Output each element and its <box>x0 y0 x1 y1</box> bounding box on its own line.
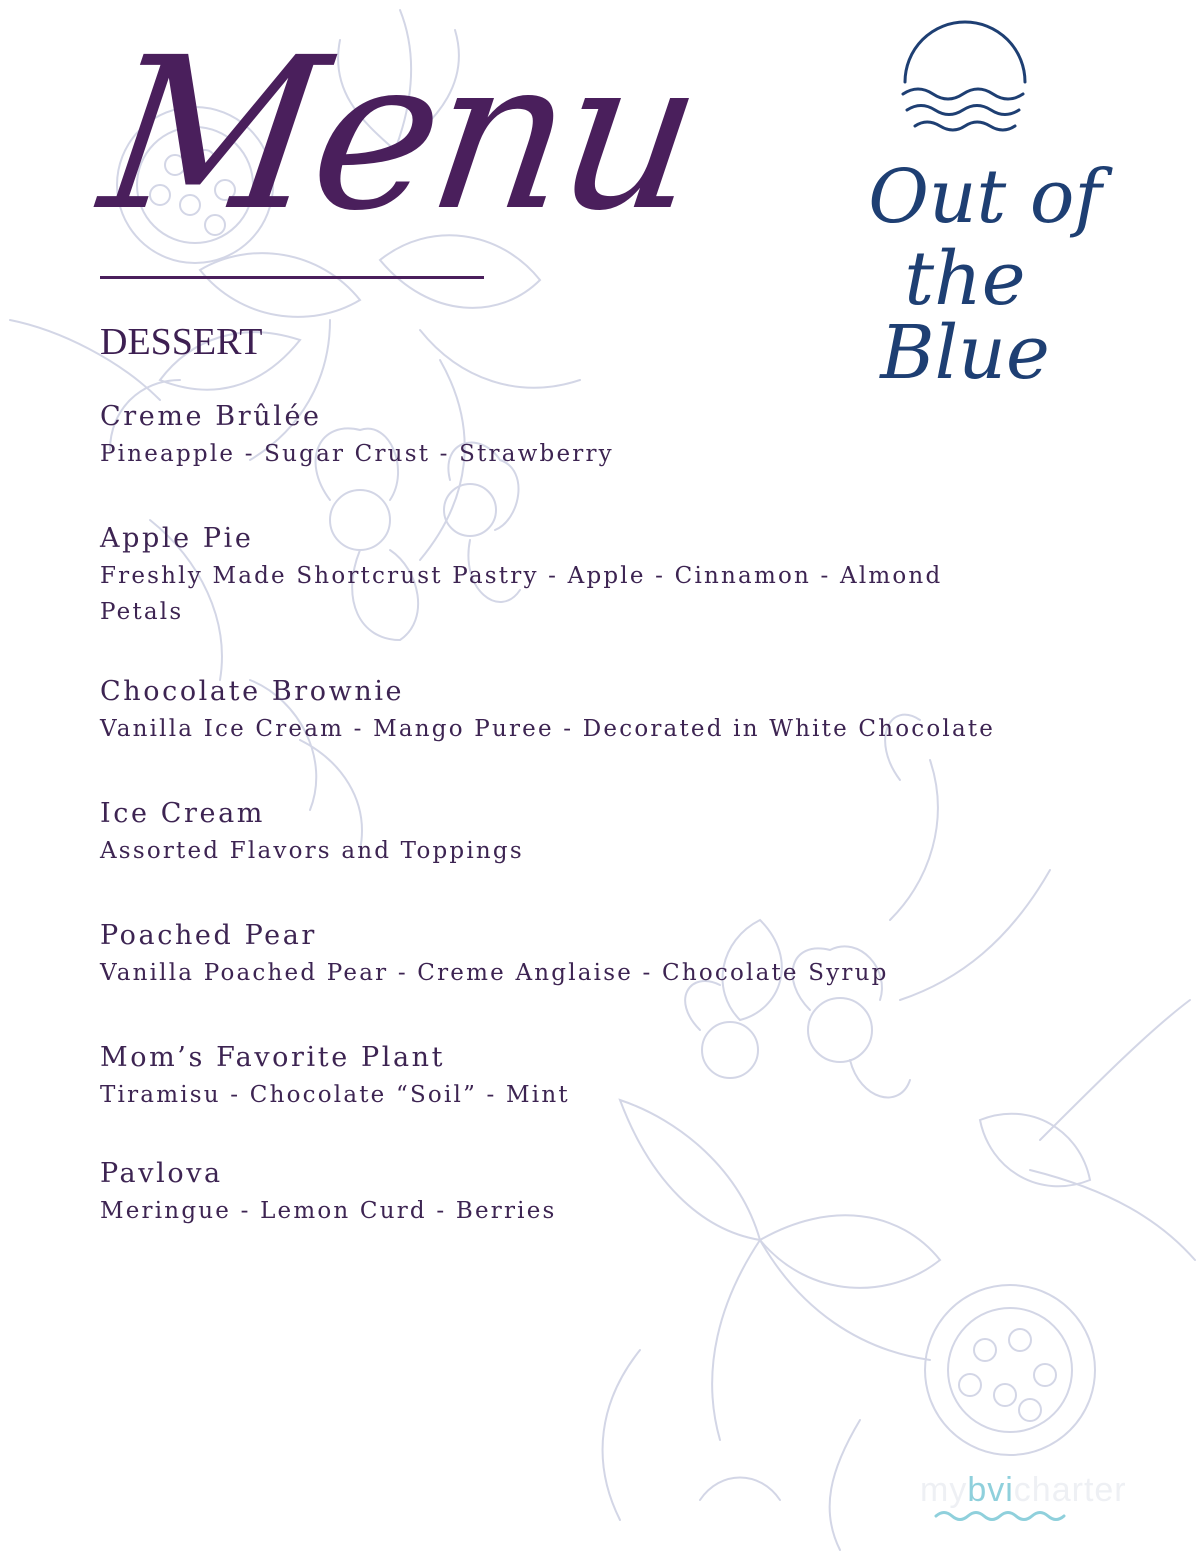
wave-icon <box>934 1508 1074 1522</box>
menu-item-name: Creme Brûlée <box>100 401 322 432</box>
watermark-text <box>920 1470 1180 1510</box>
menu-item-name: Apple Pie <box>100 523 254 554</box>
menu-item-description: Freshly Made Shortcrust Pastry - Apple - Cinnamon - Almond Petals <box>100 563 943 625</box>
menu-item-name: Pavlova <box>100 1158 223 1189</box>
menu-item-description: Meringue - Lemon Curd - Berries <box>100 1198 557 1224</box>
menu-item-description: Vanilla Poached Pear - Creme Anglaise - Chocolate Syrup <box>100 960 889 986</box>
page-title: Menu <box>89 12 710 257</box>
menu-item <box>100 1155 1080 1229</box>
logo-text-line2: the Blue <box>880 236 1050 396</box>
menu-item-description: Pineapple - Sugar Crust - Strawberry <box>100 441 614 467</box>
menu-item-description: Tiramisu - Chocolate “Soil” - Mint <box>100 1082 570 1108</box>
logo-text-line1: Out of <box>868 154 1102 240</box>
watermark-prefix: my <box>920 1471 968 1509</box>
menu-item-name: Mom’s Favorite Plant <box>100 1042 446 1073</box>
menu-item-name: Chocolate Brownie <box>100 676 405 707</box>
menu-item-name: Ice Cream <box>100 798 265 829</box>
menu-item-name: Poached Pear <box>100 920 317 951</box>
menu-item <box>100 795 1080 869</box>
out-of-the-blue-logo <box>845 20 1102 396</box>
menu-item <box>100 398 1080 472</box>
menu-item <box>100 917 1080 991</box>
section-heading-dessert: DESSERT <box>100 321 263 363</box>
menu-item <box>100 1039 1080 1113</box>
menu-item-description: Assorted Flavors and Toppings <box>100 838 524 864</box>
title-underline-divider <box>100 276 484 279</box>
menu-item-description: Vanilla Ice Cream - Mango Puree - Decorated in White Chocolate <box>100 716 996 742</box>
mybvicharter-watermark <box>920 1470 1180 1530</box>
sun-waves-icon <box>845 20 1085 170</box>
watermark-accent: bvi <box>967 1471 1014 1509</box>
menu-item <box>100 520 1080 630</box>
menu-item <box>100 673 1080 747</box>
watermark-suffix: charter <box>1013 1471 1127 1509</box>
